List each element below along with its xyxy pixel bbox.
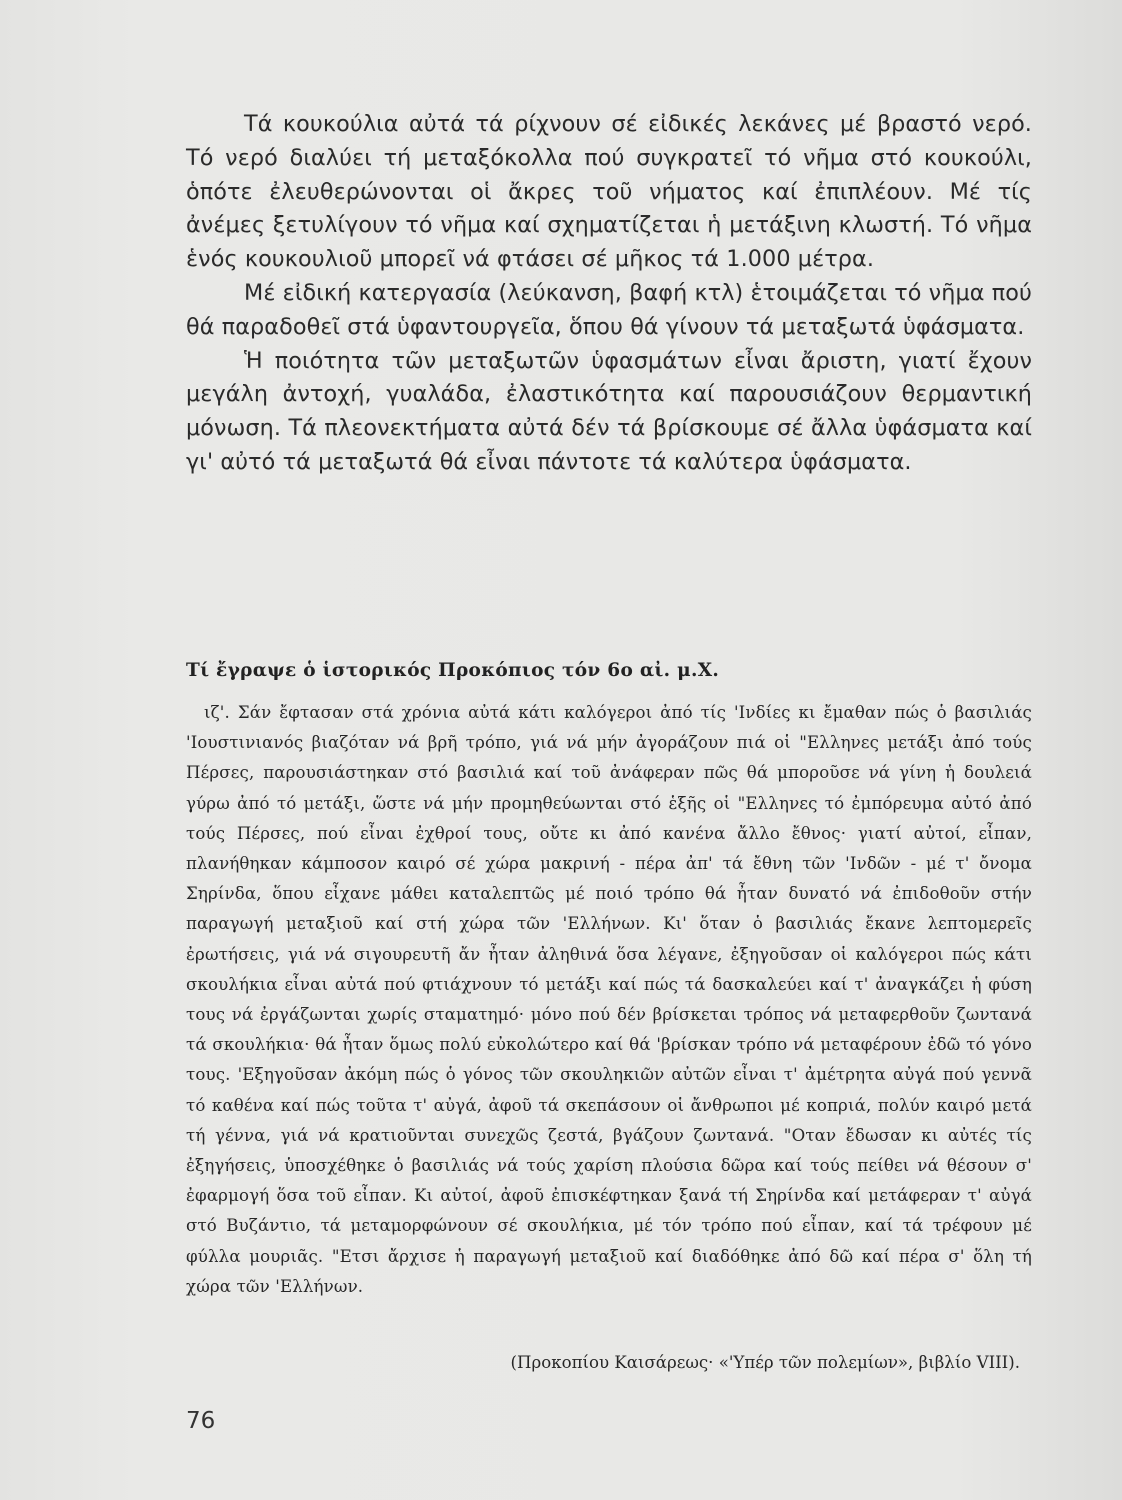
page-number: 76 <box>186 1408 216 1434</box>
citation: (Προκοπίου Καισάρεως· «'Υπέρ τῶν πολεμίων», βιβλίο VIII). <box>510 1353 1020 1372</box>
procopius-excerpt <box>186 698 1032 1302</box>
paragraph-silk-quality: Ἡ ποιότητα τῶν μεταξωτῶν ὑφασμάτων εἶναι ἄριστη, γιατί ἔχουν μεγάλη ἀντοχή, γυαλάδα, ἐλαστικότητα καί παρουσιάζουν θερμαντική μόνωση. Τά πλεονεκτήματα αὐτά δέν τά βρίσκουμε σέ ἄλλα ὑφάσματα καί γι' αὐτό τά μεταξωτά θά εἶναι πάντοτε τά καλύτερα ὑφάσματα. <box>186 347 1032 475</box>
excerpt-paragraph: ιζ'. Σάν ἔφτασαν στά χρόνια αὐτά κάτι καλόγεροι ἀπό τίς 'Ινδίες κι ἔμαθαν πώς ὁ βασιλιάς 'Ιουστινιανός βιαζόταν νά βρῆ τρόπο, γιά νά μήν ἀγοράζουν πιά οἱ "Ελληνες μετάξι ἀπό τούς Πέρσες, παρουσιάστηκαν στό βασιλιά καί τοῦ ἀνάφεραν πῶς θά μποροῦσε νά γίνη ἡ δουλειά γύρω ἀπό τό μετάξι, ὥστε νά μήν προμηθεύωνται στό ἑξῆς οἱ "Ελληνες τό ἐμπόρευμα αὐτό ἀπό τούς Πέρσες, πού εἶναι ἐχθροί τους, οὔτε κι ἀπό κανένα ἄλλο ἔθνος· γιατί αὐτοί, εἶπαν, πλανήθηκαν κάμποσον καιρό σέ χώρα μακρινή - πέρα ἀπ' τά ἔθνη τῶν 'Ινδῶν - μέ τ' ὄνομα Σηρίνδα, ὅπου εἶχανε μάθει καταλεπτῶς μέ ποιό τρόπο θά ἦταν δυνατό νά ἐπιδοθοῦν στήν παραγωγή μεταξιοῦ καί στή χώρα τῶν 'Ελλήνων. Κι' ὅταν ὁ βασιλιάς ἔκανε λεπτομερεῖς ἐρωτήσεις, γιά νά σιγουρευτῆ ἄν ἦταν ἀληθινά ὅσα λέγανε, ἐξηγοῦσαν οἱ καλόγεροι πώς κάτι σκουλήκια εἶναι αὐτά πού φτιάχνουν τό μετάξι καί πώς τά δασκαλεύει καί τ' ἀναγκάζει ἡ φύση τους νά ἐργάζωνται χωρίς σταματημό· μόνο πού δέν βρίσκεται τρόπος νά μεταφερθοῦν ζωντανά τά σκουλήκια· θά ἦταν ὅμως πολύ εὐκολώτερο καί θά 'βρίσκαν τρόπο νά μεταφέρουν ἐδῶ τό γόνο τους. 'Εξηγοῦσαν ἀκόμη πώς ὁ γόνος τῶν σκουληκιῶν αὐτῶν εἶναι τ' ἀμέτρητα αὐγά πού γεννᾶ τό καθένα καί πώς τοῦτα τ' αὐγά, ἀφοῦ τά σκεπάσουν οἱ ἄνθρωποι μέ κοπριά, πολύν καιρό μετά τή γέννα, γιά νά κρατιοῦνται συνεχῶς ζεστά, βγάζουν ζωντανά. "Οταν ἔδωσαν κι αὐτές τίς ἐξηγήσεις, ὑποσχέθηκε ὁ βασιλιάς νά τούς χαρίση πλούσια δῶρα καί τούς πείθει νά θέσουν σ' ἐφαρμογή ὅσα τοῦ εἶπαν. Κι αὐτοί, ἀφοῦ ἐπισκέφτηκαν ξανά τή Σηρίνδα καί μετάφεραν τ' αὐγά στό Βυζάντιο, τά μεταμορφώνουν σέ σκουλήκια, μέ τόν τρόπο πού εἶπαν, καί τά τρέφουν μέ φύλλα μουριᾶς. "Ετσι ἄρχισε ἡ παραγωγή μεταξιοῦ καί διαδόθηκε ἀπό δῶ καί πέρα σ' ὅλη τή χώρα τῶν 'Ελλήνων. <box>186 703 1032 1296</box>
main-text <box>186 108 1032 480</box>
paragraph-silk-boiling: Τά κουκούλια αὐτά τά ρίχνουν σέ εἰδικές λεκάνες μέ βραστό νερό. Τό νερό διαλύει τή μεταξόκολλα πού συγκρατεῖ τό νῆμα στό κουκούλι, ὁπότε ἐλευθερώνονται οἱ ἄκρες τοῦ νήματος καί ἐπιπλέουν. Μέ τίς ἀνέμες ξετυλίγουν τό νῆμα καί σχηματίζεται ἡ μετάξινη κλωστή. Τό νῆμα ἑνός κουκουλιοῦ μπορεῖ νά φτάσει σέ μῆκος τά 1.000 μέτρα. <box>186 111 1032 273</box>
paragraph-silk-processing: Μέ εἰδική κατεργασία (λεύκανση, βαφή κτλ) ἑτοιμάζεται τό νῆμα πού θά παραδοθεῖ στά ὑφαντουργεῖα, ὅπου θά γίνουν τά μεταξωτά ὑφάσματα. <box>186 279 1032 340</box>
section-heading: Τί ἔγραψε ὁ ἱστορικός Προκόπιος τόν 6ο αἰ. μ.Χ. <box>186 660 720 681</box>
